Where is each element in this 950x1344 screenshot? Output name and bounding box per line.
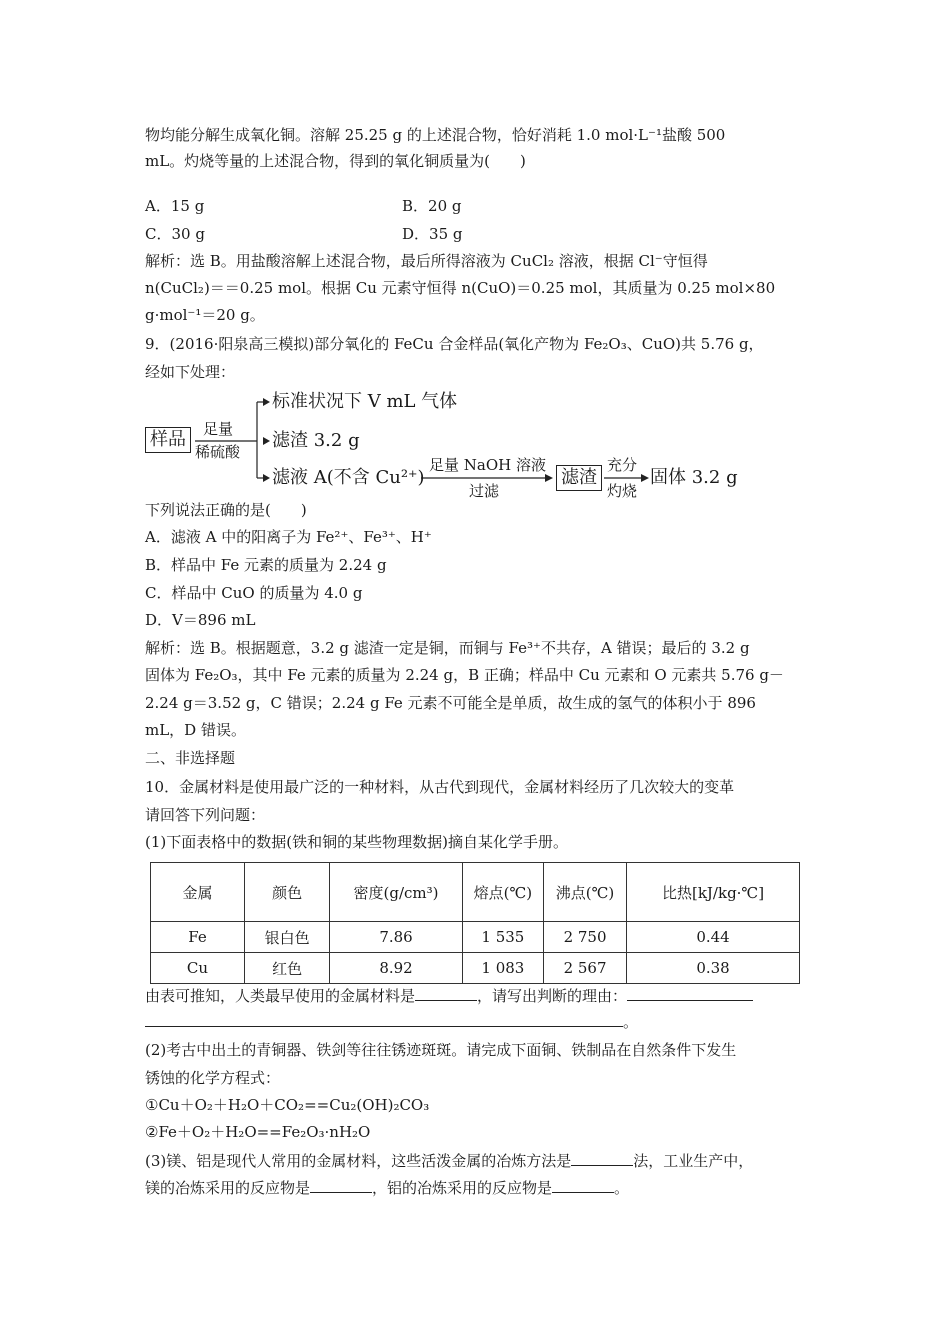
table-cell: Fe: [151, 922, 245, 953]
part3-text-c: 镁的冶炼采用的反应物是: [145, 1179, 311, 1197]
section-heading: 二、非选择题: [145, 749, 236, 767]
infer-text-a: 由表可推知，人类最早使用的金属材料是: [145, 987, 416, 1005]
q8-analysis-line2: n(CuCl₂)＝＝0.25 mol。根据 Cu 元素守恒得 n(CuO)＝0.25 mol，其质量为 0.25 mol×80: [145, 279, 776, 297]
sample-box: 样品: [145, 427, 191, 453]
table-header-cell: 颜色: [245, 863, 330, 922]
part3-text-b: 法，工业生产中，: [633, 1152, 754, 1170]
equation-1: ①Cu＋O₂＋H₂O＋CO₂==Cu₂(OH)₂CO₃: [145, 1096, 430, 1114]
filter-step-label: 过滤: [469, 482, 500, 500]
q10-stem-line2: 请回答下列问题：: [145, 806, 266, 824]
table-cell: 0.38: [627, 953, 800, 984]
table-row: [151, 922, 800, 953]
metal-properties-table: [150, 862, 800, 984]
q10-infer-line2: [145, 1012, 638, 1032]
table-cell: Cu: [151, 953, 245, 984]
table-header-row: [151, 863, 800, 922]
q8-analysis-line3: g·mol⁻¹＝20 g。: [145, 306, 265, 324]
q10-part2-line2: 锈蚀的化学方程式：: [145, 1069, 281, 1087]
q8-option-c: C．30 g: [145, 225, 205, 243]
table-cell: 1 083: [462, 953, 543, 984]
part3-text-e: 。: [614, 1179, 630, 1197]
answer-blank-al-reactant[interactable]: [552, 1178, 614, 1193]
table-header-cell: 熔点(℃): [462, 863, 543, 922]
q9-analysis-line3: 2.24 g＝3.52 g，C 错误；2.24 g Fe 元素不可能全是单质，故生成的氢气的体积小于 896: [145, 694, 756, 712]
table-cell: 0.44: [627, 922, 800, 953]
table-cell: 2 567: [544, 953, 627, 984]
residue-box: 滤渣: [556, 465, 602, 491]
answer-blank-reason-continued[interactable]: [145, 1012, 623, 1027]
q10-infer-line: [145, 986, 753, 1006]
q9-option-c: C．样品中 CuO 的质量为 4.0 g: [145, 584, 363, 602]
q8-text-line1: 物均能分解生成氧化铜。溶解 25.25 g 的上述混合物，恰好消耗 1.0 mol·L⁻¹盐酸 500: [145, 126, 726, 144]
filtrate-a-label: 滤液 A(不含 Cu²⁺): [272, 467, 425, 488]
table-header-cell: 金属: [151, 863, 245, 922]
answer-blank-metal[interactable]: [415, 986, 477, 1001]
q9-flow-diagram: [145, 386, 765, 506]
q9-stem-line1: 9．(2016·阳泉高三模拟)部分氧化的 FeCu 合金样品(氧化产物为 Fe₂O₃、CuO)共 5.76 g，: [145, 335, 764, 353]
q8-option-d: D．35 g: [402, 225, 463, 243]
table-cell: 7.86: [330, 922, 462, 953]
table-cell: 2 750: [544, 922, 627, 953]
table-row: [151, 953, 800, 984]
part3-text-a: (3)镁、铝是现代人常用的金属材料，这些活泼金属的冶炼方法是: [145, 1152, 572, 1170]
reagent-acid-label: 稀硫酸: [195, 443, 241, 461]
final-solid-label: 固体 3.2 g: [650, 467, 738, 488]
q10-part2-line1: (2)考古中出土的青铜器、铁剑等往往锈迹斑斑。请完成下面铜、铁制品在自然条件下发生: [145, 1041, 737, 1059]
table-header-cell: 密度(g/cm³): [330, 863, 462, 922]
q10-part3-line1: [145, 1151, 753, 1171]
answer-blank-mg-reactant[interactable]: [310, 1178, 372, 1193]
q10-part3-line2: [145, 1178, 629, 1198]
q9-analysis-line4: mL，D 错误。: [145, 721, 246, 739]
answer-blank-method[interactable]: [571, 1151, 633, 1166]
q8-option-a: A．15 g: [145, 197, 205, 215]
q8-option-b: B．20 g: [402, 197, 462, 215]
reagent-amount-label: 足量: [203, 420, 234, 438]
table-header-cell: 沸点(℃): [544, 863, 627, 922]
q9-option-a: A．滤液 A 中的阳离子为 Fe²⁺、Fe³⁺、H⁺: [145, 528, 432, 546]
answer-blank-reason[interactable]: [627, 986, 753, 1001]
q8-analysis-line1: 解析：选 B。用盐酸溶解上述混合物，最后所得溶液为 CuCl₂ 溶液，根据 Cl⁻守恒得: [145, 252, 708, 270]
table-cell: 红色: [245, 953, 330, 984]
burn-step-top-label: 充分: [607, 456, 638, 474]
q9-analysis-line1: 解析：选 B。根据题意，3.2 g 滤渣一定是铜，而铜与 Fe³⁺不共存，A 错误；最后的 3.2 g: [145, 639, 750, 657]
part3-text-d: ，铝的冶炼采用的反应物是: [372, 1179, 553, 1197]
equation-2: ②Fe＋O₂＋H₂O==Fe₂O₃·nH₂O: [145, 1123, 371, 1141]
q10-part1-intro: (1)下面表格中的数据(铁和铜的某些物理数据)摘自某化学手册。: [145, 833, 568, 851]
infer-end: 。: [623, 1013, 639, 1031]
table-header-cell: 比热[kJ/kg·℃]: [627, 863, 800, 922]
table-cell: 8.92: [330, 953, 462, 984]
q10-stem-line1: 10．金属材料是使用最广泛的一种材料，从古代到现代，金属材料经历了几次较大的变革: [145, 778, 735, 796]
gas-product-label: 标准状况下 V mL 气体: [272, 391, 458, 412]
q8-text-line2: mL。灼烧等量的上述混合物，得到的氧化铜质量为( ): [145, 152, 526, 170]
infer-text-b: ，请写出判断的理由：: [477, 987, 628, 1005]
table-cell: 1 535: [462, 922, 543, 953]
residue-product-label: 滤渣 3.2 g: [272, 430, 360, 451]
q9-stem-line2: 经如下处理：: [145, 363, 236, 381]
burn-step-bottom-label: 灼烧: [607, 482, 638, 500]
naoh-step-label: 足量 NaOH 溶液: [429, 456, 546, 474]
q9-option-d: D．V＝896 mL: [145, 611, 256, 629]
q9-analysis-line2: 固体为 Fe₂O₃，其中 Fe 元素的质量为 2.24 g，B 正确；样品中 Cu 元素和 O 元素共 5.76 g－: [145, 666, 784, 684]
q9-option-b: B．样品中 Fe 元素的质量为 2.24 g: [145, 556, 387, 574]
table-cell: 银白色: [245, 922, 330, 953]
q9-question: 下列说法正确的是( ): [145, 501, 307, 519]
